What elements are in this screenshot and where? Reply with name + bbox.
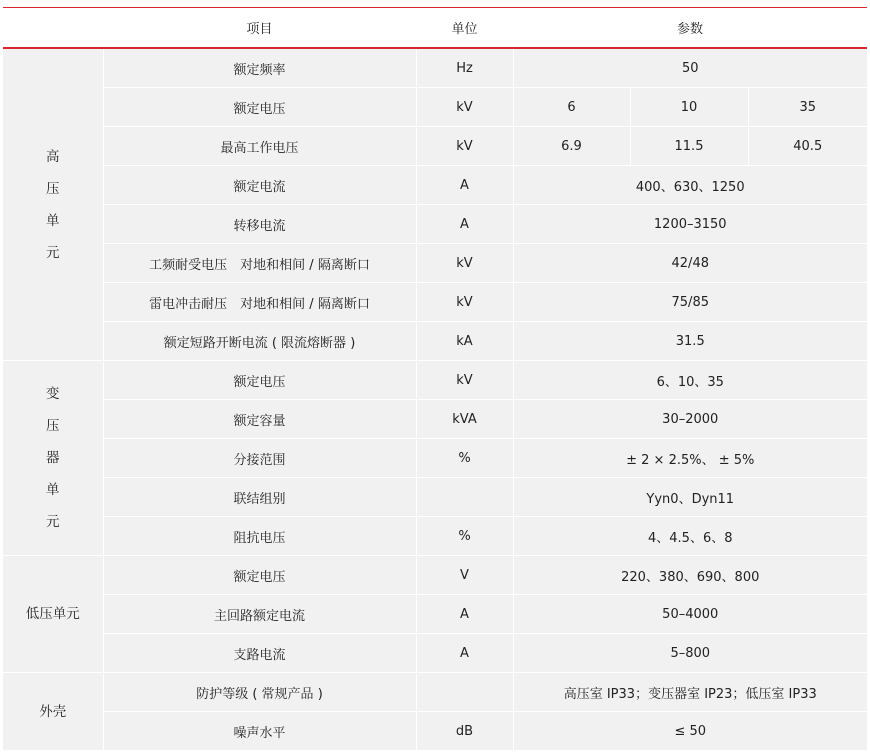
value-cell: 40.5 [748,127,867,166]
table-row [3,244,867,283]
unit-cell: kVA [416,400,513,439]
unit-cell: A [416,166,513,205]
item-cell: 雷电冲击耐压 对地和相间 / 隔离断口 [103,283,416,322]
table-row [3,361,867,400]
unit-cell: A [416,595,513,634]
unit-cell: kV [416,88,513,127]
value-cell: 1200–3150 [513,205,867,244]
item-cell: 额定频率 [103,48,416,88]
header-blank [3,8,103,48]
group-lv-label: 低压单元 [3,556,103,673]
item-cell: 主回路额定电流 [103,595,416,634]
unit-cell: kV [416,361,513,400]
value-cell: 75/85 [513,283,867,322]
table-row [3,556,867,595]
unit-cell: kV [416,244,513,283]
value-cell: 6、10、35 [513,361,867,400]
header-param: 参数 [513,8,867,48]
header-item: 项目 [103,8,416,48]
value-cell: 31.5 [513,322,867,361]
table-row [3,634,867,673]
item-cell: 工频耐受电压 对地和相间 / 隔离断口 [103,244,416,283]
table-row [3,88,867,127]
group-hv-label: 高 压 单 元 [3,48,103,361]
value-cell: 50–4000 [513,595,867,634]
item-cell: 额定短路开断电流 ( 限流熔断器 ) [103,322,416,361]
item-cell: 防护等级 ( 常规产品 ) [103,673,416,712]
group-transformer-label: 变 压 器 单 元 [3,361,103,556]
header-unit: 单位 [416,8,513,48]
item-cell: 额定电流 [103,166,416,205]
value-cell: Yyn0、Dyn11 [513,478,867,517]
item-cell: 额定容量 [103,400,416,439]
unit-cell [416,673,513,712]
item-cell: 额定电压 [103,556,416,595]
item-cell: 分接范围 [103,439,416,478]
table-row [3,166,867,205]
unit-cell: % [416,517,513,556]
value-cell: 高压室 IP33；变压器室 IP23；低压室 IP33 [513,673,867,712]
table-row [3,595,867,634]
item-cell: 联结组别 [103,478,416,517]
value-cell: 11.5 [630,127,748,166]
header-row [3,8,867,48]
value-cell: 50 [513,48,867,88]
value-cell: 42/48 [513,244,867,283]
table-row [3,673,867,712]
value-cell: 30–2000 [513,400,867,439]
value-cell: 4、4.5、6、8 [513,517,867,556]
item-cell: 额定电压 [103,361,416,400]
value-cell: 5–800 [513,634,867,673]
spec-table [3,8,867,751]
table-row [3,712,867,751]
unit-cell: kA [416,322,513,361]
table-row [3,127,867,166]
table-row [3,322,867,361]
unit-cell: V [416,556,513,595]
item-cell: 支路电流 [103,634,416,673]
group-shell-label: 外壳 [3,673,103,751]
unit-cell: Hz [416,48,513,88]
unit-cell: dB [416,712,513,751]
table-row [3,283,867,322]
unit-cell: kV [416,283,513,322]
value-cell: 6.9 [513,127,630,166]
value-cell: 220、380、690、800 [513,556,867,595]
item-cell: 最高工作电压 [103,127,416,166]
item-cell: 转移电流 [103,205,416,244]
table-row [3,48,867,88]
unit-cell: A [416,634,513,673]
table-row [3,400,867,439]
value-cell: 400、630、1250 [513,166,867,205]
value-cell: 35 [748,88,867,127]
table-row [3,439,867,478]
item-cell: 噪声水平 [103,712,416,751]
value-cell: ± 2 × 2.5%、 ± 5% [513,439,867,478]
unit-cell: kV [416,127,513,166]
value-cell: ≤ 50 [513,712,867,751]
unit-cell: A [416,205,513,244]
value-cell: 10 [630,88,748,127]
spec-table-container [3,7,867,751]
item-cell: 额定电压 [103,88,416,127]
value-cell: 6 [513,88,630,127]
unit-cell [416,478,513,517]
table-row [3,478,867,517]
unit-cell: % [416,439,513,478]
item-cell: 阻抗电压 [103,517,416,556]
table-row [3,205,867,244]
table-row [3,517,867,556]
